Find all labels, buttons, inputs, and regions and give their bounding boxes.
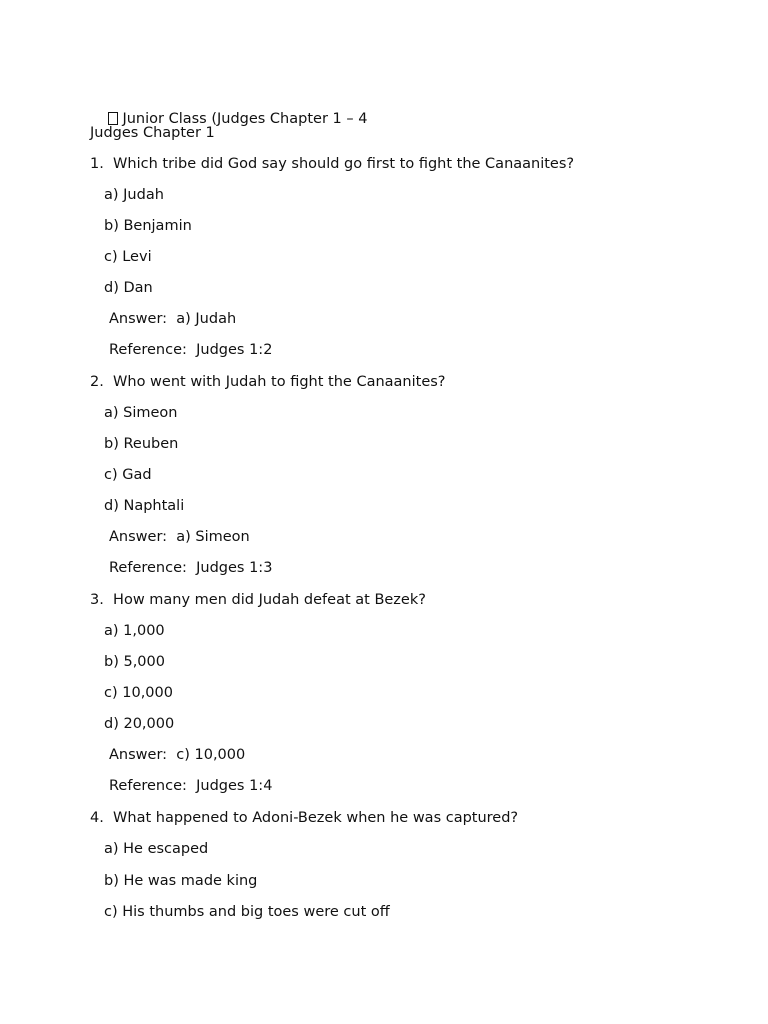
document-title-text: Junior Class (Judges Chapter 1 – 4	[122, 111, 368, 127]
correct-answer: Answer: a) Simeon	[109, 529, 250, 545]
answer-option: d) Dan	[104, 280, 153, 296]
answer-option: d) Naphtali	[104, 498, 185, 514]
answer-option: b) Benjamin	[104, 218, 192, 234]
scripture-reference: Reference: Judges 1:2	[109, 342, 273, 358]
answer-option: b) Reuben	[104, 436, 179, 452]
answer-option: c) Gad	[104, 467, 152, 483]
correct-answer: Answer: c) 10,000	[109, 747, 246, 763]
answer-option: a) Simeon	[104, 405, 178, 421]
answer-option: a) 1,000	[104, 623, 165, 639]
answer-option: a) He escaped	[104, 841, 209, 857]
answer-option: a) Judah	[104, 187, 164, 203]
chapter-heading: Judges Chapter 1	[90, 125, 215, 141]
answer-option: c) 10,000	[104, 685, 173, 701]
correct-answer: Answer: a) Judah	[109, 311, 237, 327]
answer-option: c) Levi	[104, 249, 152, 265]
scripture-reference: Reference: Judges 1:4	[109, 778, 273, 794]
answer-option: b) He was made king	[104, 873, 258, 889]
question-text: 3. How many men did Judah defeat at Bezek?	[90, 592, 426, 608]
question-text: 2. Who went with Judah to fight the Canaanites?	[90, 374, 446, 390]
scripture-reference: Reference: Judges 1:3	[109, 560, 273, 576]
question-text: 4. What happened to Adoni-Bezek when he was captured?	[90, 810, 519, 826]
answer-option: b) 5,000	[104, 654, 165, 670]
question-text: 1. Which tribe did God say should go first to fight the Canaanites?	[90, 156, 575, 172]
answer-option: d) 20,000	[104, 716, 175, 732]
answer-option: c) His thumbs and big toes were cut off	[104, 904, 390, 920]
